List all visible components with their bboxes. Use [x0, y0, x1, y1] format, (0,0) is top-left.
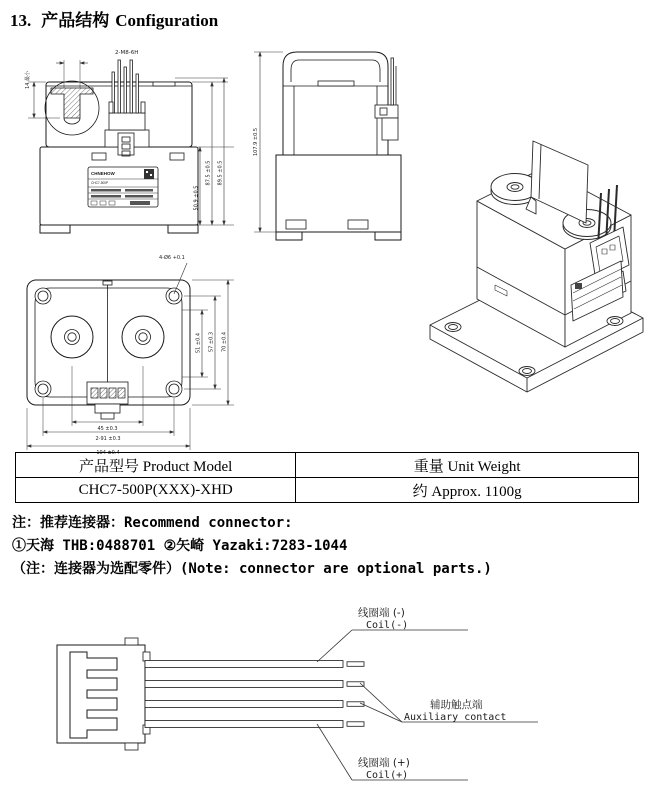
connector-notes [12, 512, 632, 581]
section-number: 13. [10, 11, 32, 30]
dim-mount-holes: 4-Ø6 +0.1 [159, 255, 185, 261]
title-english: Configuration [115, 11, 219, 30]
bottom-connector [87, 382, 128, 419]
nameplate [88, 167, 158, 207]
label-auxiliary-en: Auxiliary contact [404, 712, 507, 723]
coil-pin-tower [105, 60, 149, 156]
dim-total-height: 89.5 ±0.5 [217, 160, 224, 186]
dim-v-total: 70 ±0.4 [221, 331, 228, 353]
table-data-row [16, 478, 639, 503]
dim-w-poles: 45 ±0.3 [97, 426, 118, 432]
note-line-3: （注：连接器为选配零件）(Note: connector are optional parts.) [12, 561, 492, 577]
value-unit-weight: 约 Approx. 1100g [296, 478, 639, 503]
side-body-outline [276, 52, 401, 240]
dim-base-height: 50.9 ±0.5 [193, 185, 200, 211]
dim-v-holes: 57 ±0.3 [208, 331, 215, 353]
harness-wires [145, 661, 364, 728]
terminal-section-detail [45, 81, 99, 135]
value-product-model: CHC7-500P(XXX)-XHD [16, 478, 296, 503]
dim-min-thread-depth: 14 最小 [25, 71, 31, 89]
title-chinese: 产品结构 [41, 11, 110, 30]
table-header-row [16, 453, 639, 478]
page-title [10, 6, 218, 31]
header-product-model: 产品型号 Product Model [16, 453, 296, 478]
dim-cover-height: 87.5 ±0.5 [205, 160, 212, 186]
label-coil-positive-cn: 线圈端 (+) [358, 757, 410, 769]
label-coil-positive-en: Coil(+) [366, 770, 409, 781]
label-auxiliary-cn: 辅助触点端 [430, 699, 483, 711]
nameplate-brand: CHNEHOW [91, 171, 115, 176]
pole-terminals [51, 280, 164, 394]
header-unit-weight: 重量 Unit Weight [296, 453, 639, 478]
nameplate-qr-code [144, 169, 154, 179]
side-dimensions [253, 52, 283, 232]
label-coil-negative-cn: 线圈端 (-) [358, 607, 405, 619]
nameplate-model: CHC7-500P [91, 181, 109, 185]
side-view-drawing [246, 40, 416, 245]
dim-w-total: 104 ±0.4 [96, 450, 120, 456]
product-spec-table [15, 452, 639, 503]
dim-side-total-height: 107.9 ±0.5 [253, 127, 259, 157]
iso-contactor [430, 141, 643, 392]
label-coil-negative-en: Coil(-) [366, 620, 409, 631]
bottom-view-drawing [10, 246, 245, 461]
dim-w-holes: 2-91 ±0.3 [95, 436, 121, 442]
bottom-dimensions [27, 254, 234, 456]
harness-connector [57, 638, 150, 750]
wiring-diagram [30, 592, 650, 800]
dim-v-inner: 51 ±0.4 [195, 332, 202, 354]
front-view-drawing [20, 40, 240, 245]
isometric-view-drawing [415, 135, 654, 400]
side-aux-connector [375, 58, 398, 140]
dim-terminal-thread: 2-M8-6H [115, 50, 139, 56]
note-line-1: 注：推荐连接器：Recommend connector: [12, 515, 293, 531]
note-line-2: ①天海 THB:0488701 ②矢崎 Yazaki:7283-1044 [12, 538, 348, 554]
